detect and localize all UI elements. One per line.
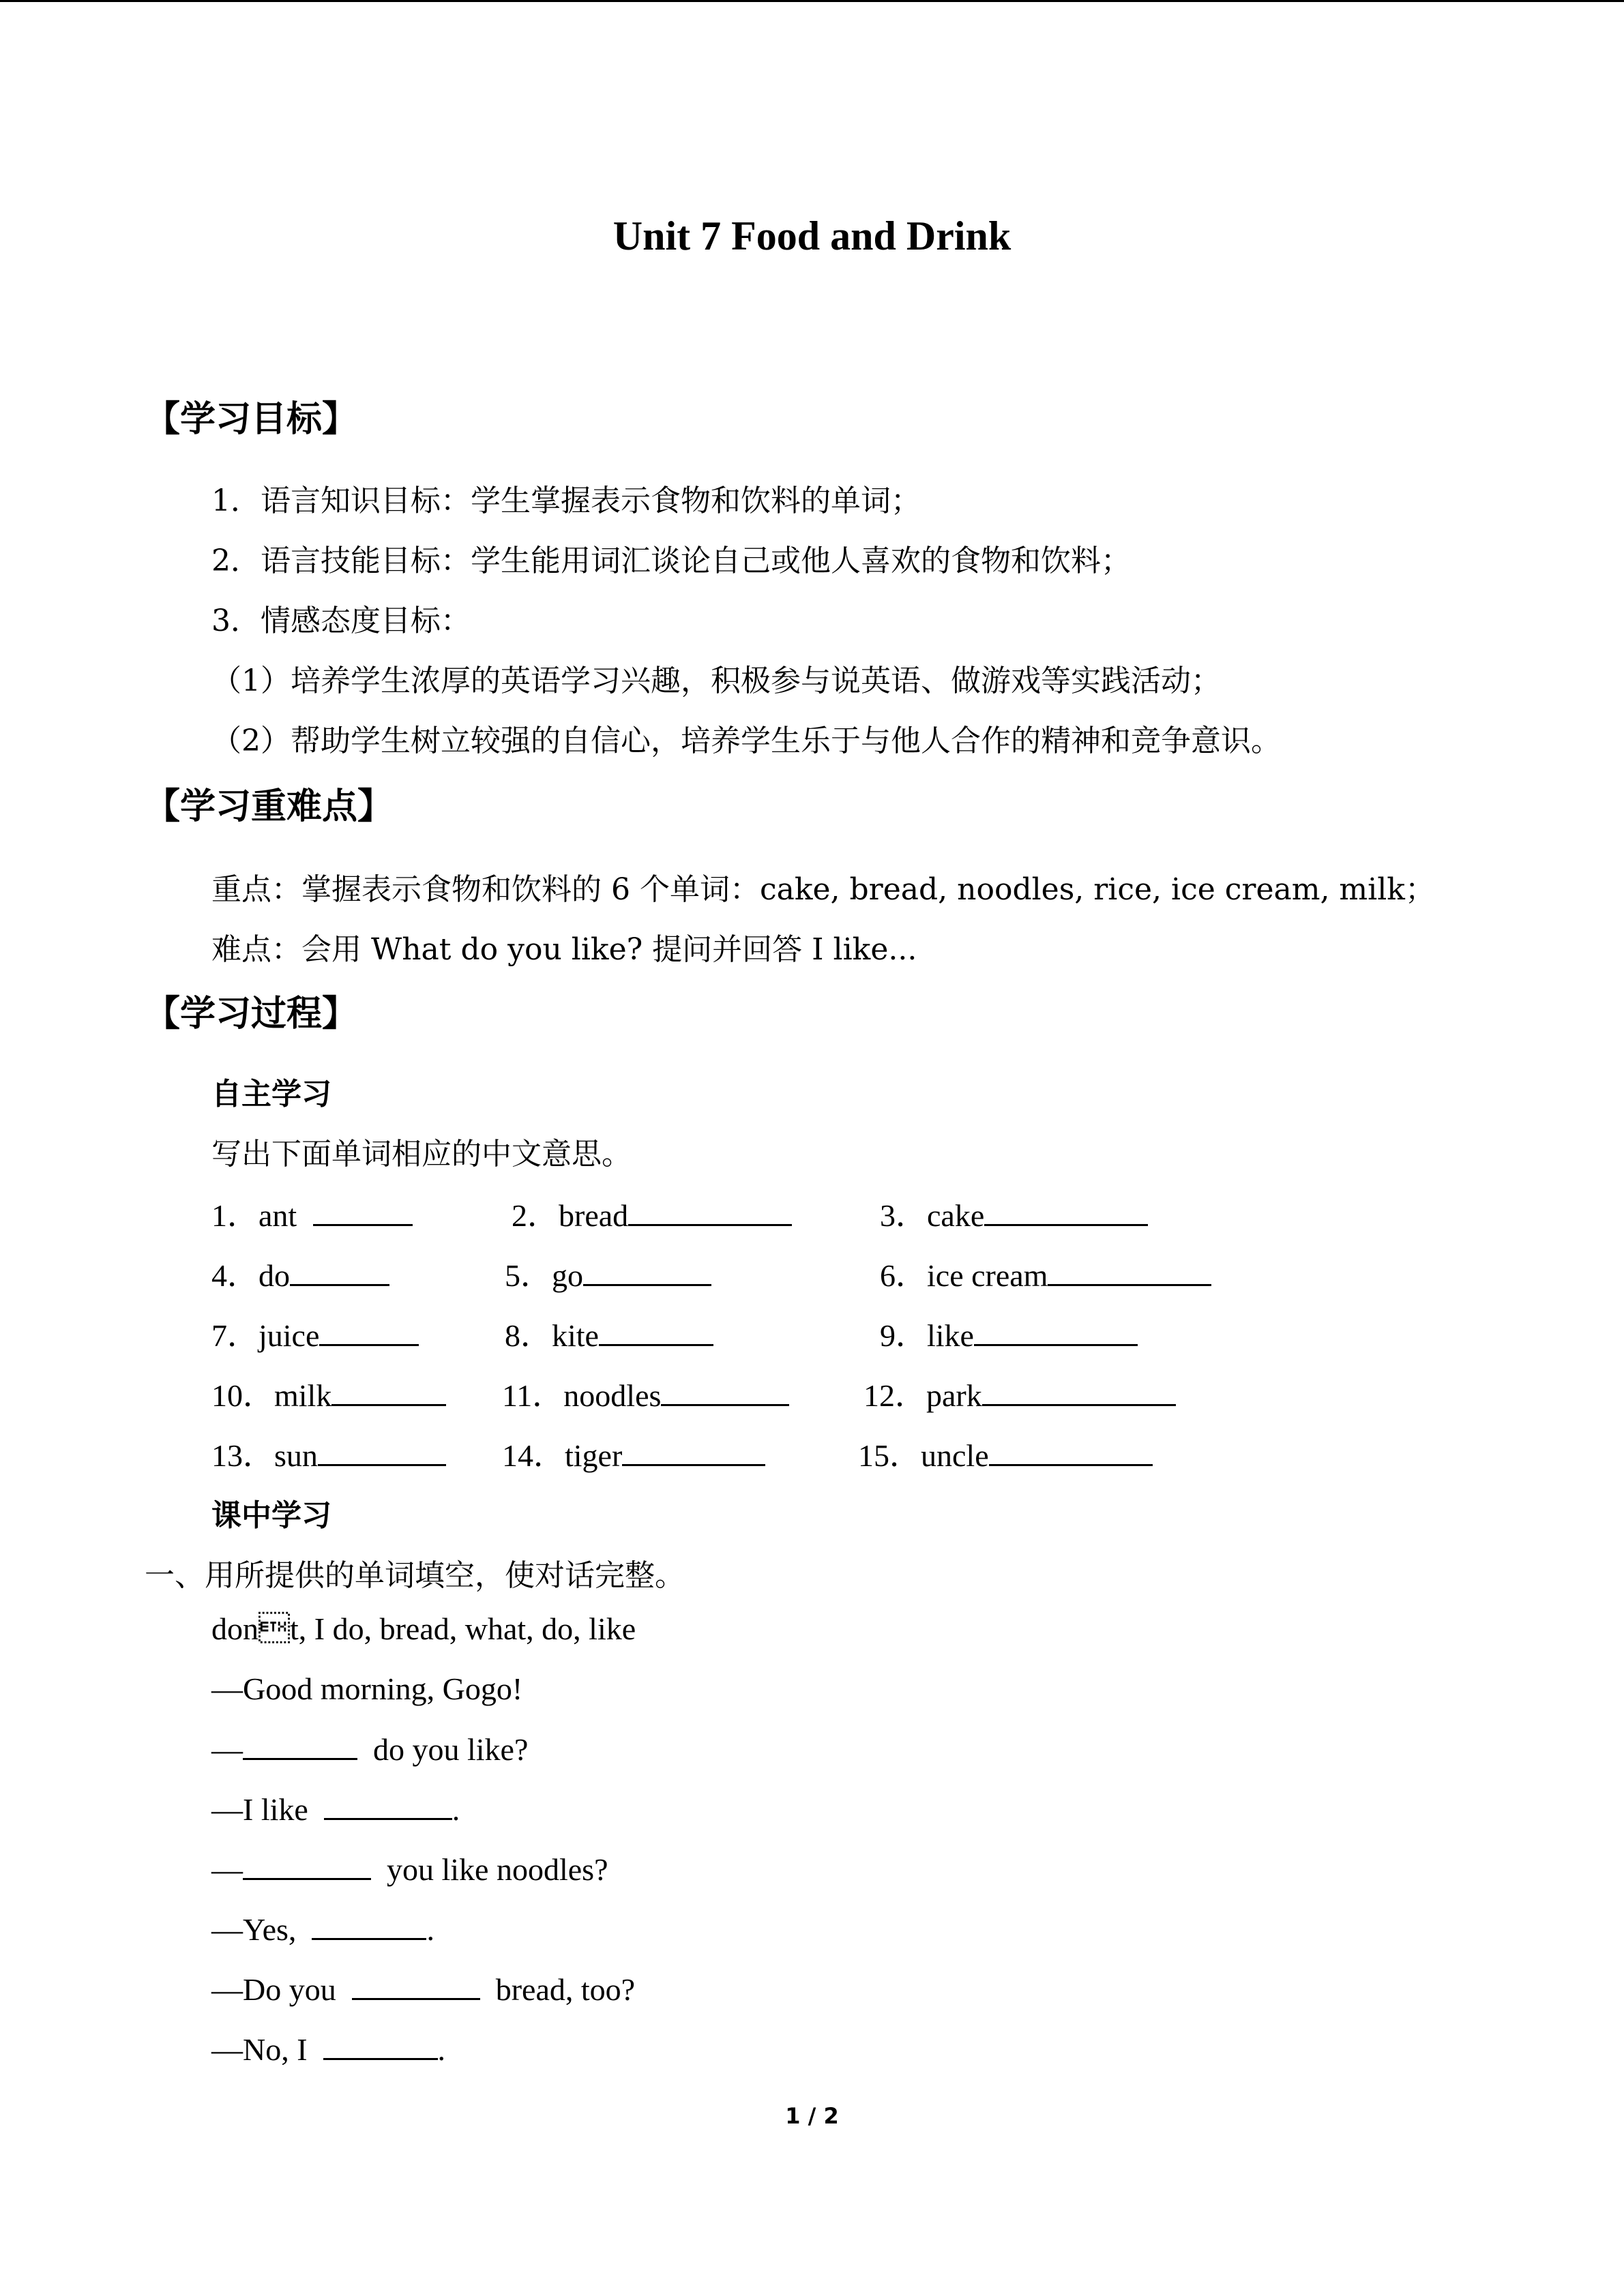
dialogue-line-6: —Do you bread, too? — [211, 1972, 636, 2007]
word-item: 5．go — [505, 1251, 711, 1296]
dialogue-line-7: —No, I . — [211, 2032, 446, 2067]
answer-blank[interactable] — [1048, 1257, 1211, 1286]
answer-blank[interactable] — [290, 1257, 389, 1286]
answer-blank[interactable] — [622, 1437, 765, 1466]
page-number: 1 / 2 — [785, 2103, 839, 2129]
answer-blank[interactable] — [982, 1377, 1176, 1406]
goal-subitem-2: （2）帮助学生树立较强的自信心，培养学生乐于与他人合作的精神和竞争意识。 — [211, 724, 1281, 758]
goal-subitem-1: （1）培养学生浓厚的英语学习兴趣，积极参与说英语、做游戏等实践活动； — [211, 664, 1221, 698]
answer-blank[interactable] — [318, 1437, 446, 1466]
section-heading-goals: 【学习目标】 — [145, 399, 358, 440]
word-item: 9．like — [880, 1311, 1138, 1356]
key-point-focus: 重点：掌握表示食物和饮料的 6 个单词：cake, bread, noodles, rice, ice cream, milk； — [211, 872, 1435, 907]
goal-item-2: 2．语言技能目标：学生能用词汇谈论自己或他人喜欢的食物和饮料； — [211, 543, 1131, 578]
word-item: 7．juice — [211, 1311, 419, 1356]
word-bank: dont, I do, bread, what, do, like — [211, 1611, 636, 1646]
key-point-difficulty: 难点：会用 What do you like? 提问并回答 I like... — [211, 932, 917, 967]
dialogue-blank[interactable] — [243, 1731, 357, 1760]
answer-blank[interactable] — [331, 1377, 446, 1406]
dialogue-line-1: —Good morning, Gogo! — [211, 1671, 523, 1706]
word-item: 6．ice cream — [880, 1251, 1211, 1296]
section-heading-key-points: 【学习重难点】 — [145, 786, 394, 827]
dialogue-blank[interactable] — [352, 1971, 480, 2000]
dialogue-line-5: —Yes, . — [211, 1912, 434, 1947]
dialogue-blank[interactable] — [323, 2031, 438, 2060]
answer-blank[interactable] — [661, 1377, 789, 1406]
word-item: 14．tiger — [502, 1431, 765, 1476]
page-title: Unit 7 Food and Drink — [612, 213, 1012, 258]
goal-item-1: 1．语言知识目标：学生掌握表示食物和饮料的单词； — [211, 483, 921, 518]
answer-blank[interactable] — [599, 1317, 713, 1346]
word-item: 4．do — [211, 1251, 389, 1296]
word-item: 13．sun — [211, 1431, 446, 1476]
word-item: 15．uncle — [858, 1431, 1153, 1476]
self-study-instruction: 写出下面单词相应的中文意思。 — [211, 1137, 632, 1172]
answer-blank[interactable] — [313, 1197, 413, 1226]
goal-item-3: 3．情感态度目标： — [211, 603, 471, 638]
dialogue-blank[interactable] — [312, 1911, 426, 1940]
dialogue-line-2: — do you like? — [211, 1732, 529, 1767]
word-item: 11．noodles — [502, 1371, 789, 1416]
word-item: 12．park — [863, 1371, 1176, 1416]
word-item: 2．bread — [512, 1191, 792, 1236]
dialogue-line-4: — you like noodles? — [211, 1852, 608, 1887]
dialogue-blank[interactable] — [243, 1851, 371, 1880]
class-study-title: 课中学习 — [211, 1498, 331, 1533]
word-item: 10．milk — [211, 1371, 446, 1416]
section-heading-process: 【学习过程】 — [145, 994, 358, 1034]
answer-blank[interactable] — [319, 1317, 419, 1346]
self-study-title: 自主学习 — [211, 1077, 331, 1112]
answer-blank[interactable] — [989, 1437, 1153, 1466]
dialogue-blank[interactable] — [324, 1791, 452, 1820]
dialogue-line-3: —I like . — [211, 1792, 460, 1827]
word-item: 1．ant — [211, 1191, 413, 1236]
answer-blank[interactable] — [984, 1197, 1148, 1226]
answer-blank[interactable] — [628, 1197, 792, 1226]
answer-blank[interactable] — [583, 1257, 711, 1286]
word-item: 8．kite — [505, 1311, 713, 1356]
page-top-border — [0, 0, 1624, 2]
word-item: 3．cake — [880, 1191, 1148, 1236]
answer-blank[interactable] — [974, 1317, 1138, 1346]
task-title: 一、用所提供的单词填空，使对话完整。 — [145, 1558, 685, 1593]
